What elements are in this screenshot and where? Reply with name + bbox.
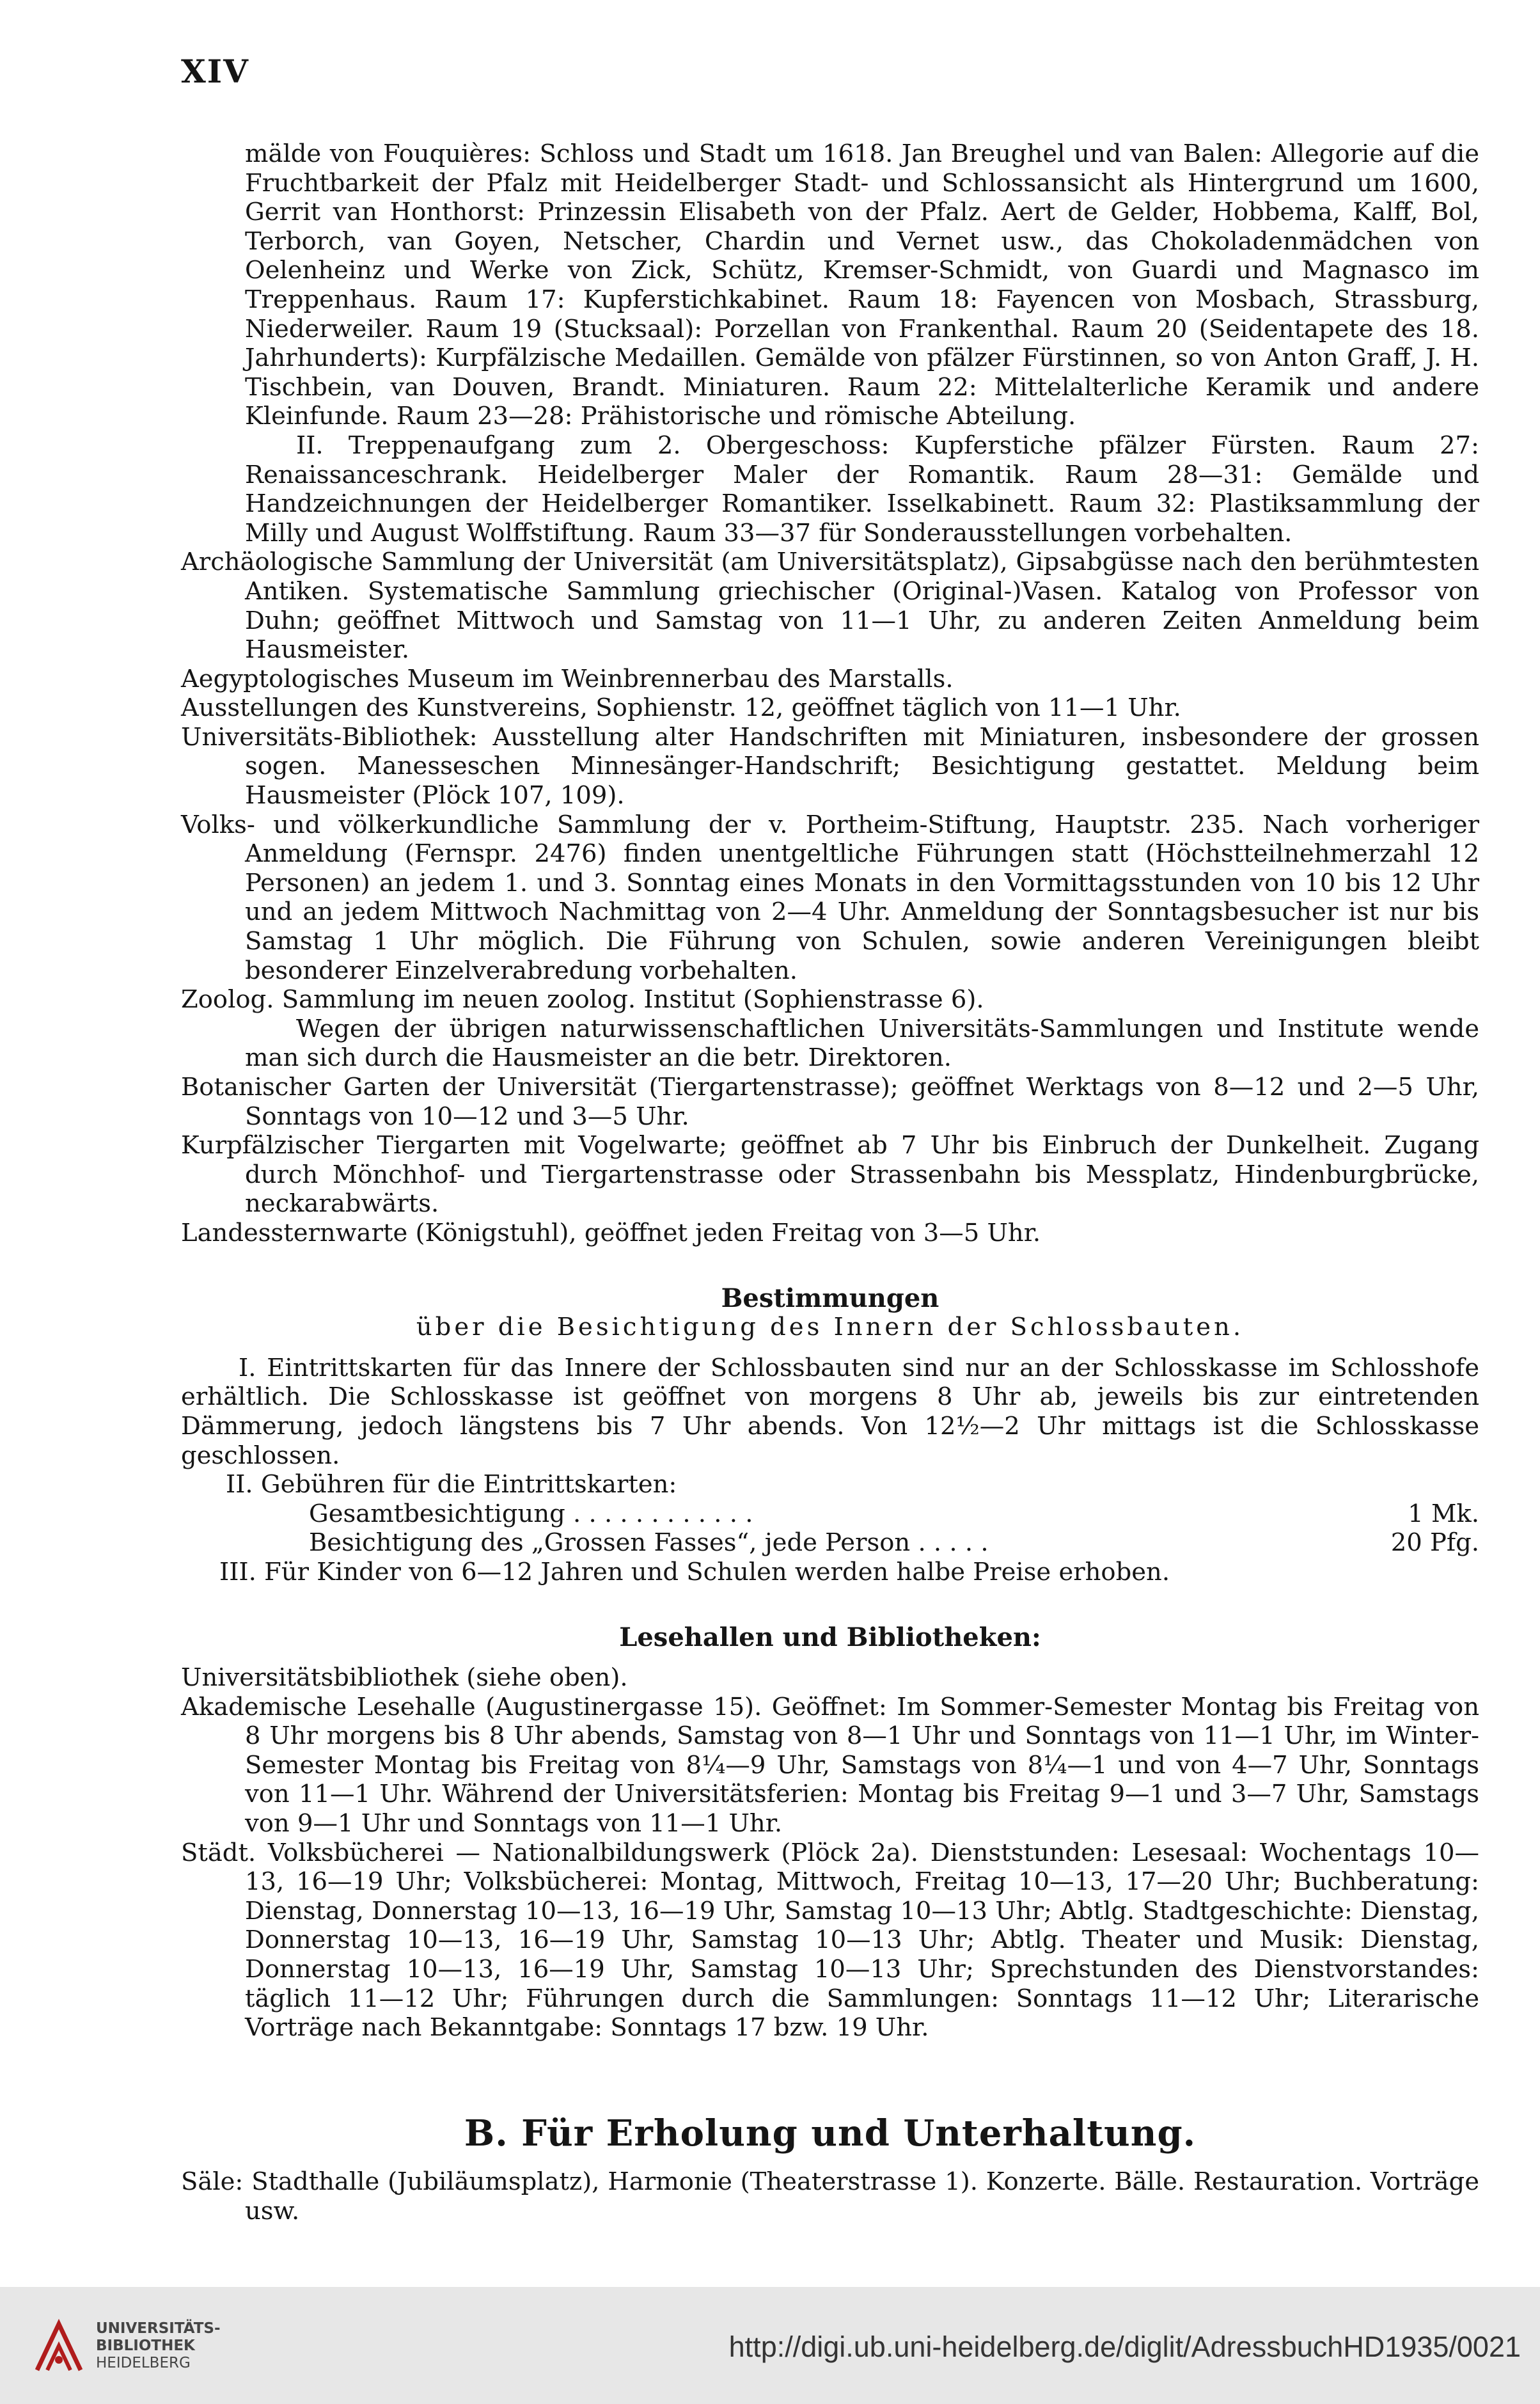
library-name [96, 2320, 221, 2372]
entry-public-library: Städt. Volksbücherei — Nationalbildungswerk (Plöck 2a). Dienststunden: Lesesaal: Wochentags 10—13, 16—19 Uhr; Volksbücherei: Montag, Mittwoch, Freitag 10—13, 17—20 Uhr; Buchberatung: Dienstag, Donnerstag 10—13, 16—19 Uhr, Samstag 10—13 Uhr; Abtlg. Stadtgeschichte: Dienstag, Donnerstag 10—13, 16—19 Uhr, Samstag 10—13 Uhr; Abtlg. Theater und Musik: Dienstag, Donnerstag 10—13, 16—19 Uhr, Samstag 10—13 Uhr; Sprechstunden des Dienstvorstandes: täglich 11—12 Uhr; Führungen durch die Sammlungen: Sonntags 11—12 Uhr; Literarische Vorträge nach Bekanntgabe: Sonntags 17 bzw. 19 Uhr. [181, 1838, 1479, 2043]
source-url-link[interactable]: http://digi.ub.uni-heidelberg.de/diglit/AdressbuchHD1935/0021 [728, 2330, 1521, 2363]
entry-academic-reading-hall: Akademische Lesehalle (Augustinergasse 15). Geöffnet: Im Sommer-Semester Montag bis Freitag von 8 Uhr morgens bis 8 Uhr abends, Samstag von 8—1 Uhr und Sonntags von 11—1 Uhr, im Winter-Semester Montag bis Freitag von 8¼—9 Uhr, Samstags von 8¼—1 und von 4—7 Uhr, Sonntags von 11—1 Uhr. Während der Universitätsferien: Montag bis Freitag 9—1 und 3—7 Uhr, Samstags von 9—1 Uhr und Sonntags von 11—1 Uhr. [181, 1692, 1479, 1839]
entry-halls: Säle: Stadthalle (Jubiläumsplatz), Harmonie (Theaterstrasse 1). Konzerte. Bälle. Restauration. Vorträge usw. [181, 2167, 1479, 2226]
page-folio: XIV [181, 52, 249, 90]
entry-observatory: Landessternwarte (Königstuhl), geöffnet jeden Freitag von 3—5 Uhr. [181, 1218, 1041, 1247]
fee-value: 1 Mk. [1408, 1499, 1479, 1528]
fee-row-full-tour [181, 1499, 1479, 1529]
paragraph-museum-rooms: mälde von Fouquières: Schloss und Stadt um 1618. Jan Breughel und van Balen: Allegorie auf die Fruchtbarkeit der Pfalz mit Heidelberger Stadt- und Schlossansicht als Hintergrund um 1600, Gerrit van Honthorst: Prinzessin Elisabeth von der Pfalz. Aert de Gelder, Hobbema, Kalff, Bol, Terborch, van Goyen, Netscher, Chardin und Vernet usw., das Chokoladenmädchen von Oelenheinz und Werke von Zick, Schütz, Kremser-Schmidt, von Guardi und Magnasco im Treppenhaus. Raum 17: Kupferstichkabinet. Raum 18: Fayencen von Mosbach, Strassburg, Niederweiler. Raum 19 (Stucksaal): Porzellan von Frankenthal. Raum 20 (Seidentapete des 18. Jahrhunderts): Kurpfälzische Medaillen. Gemälde von pfälzer Fürstinnen, so von Anton Graff, J. H. Tischbein, van Douven, Brandt. Miniaturen. Raum 22: Mittelalterliche Keramik und andere Kleinfunde. Raum 23—28: Prähistorische und römische Abteilung. [245, 139, 1479, 431]
library-name-line: BIBLIOTHEK [96, 2337, 195, 2354]
university-library-logo-icon [33, 2319, 84, 2374]
heading-section-b: B. Für Erholung und Unterhaltung. [464, 2112, 1197, 2155]
library-name-line: HEIDELBERG [96, 2355, 191, 2371]
heading-rules: Bestimmungen [721, 1283, 939, 1313]
entry-egyptology-museum: Aegyptologisches Museum im Weinbrennerbau des Marstalls. [181, 664, 954, 693]
fee-value: 20 Pfg. [1390, 1528, 1479, 1558]
entry-botanical-garden: Botanischer Garten der Universität (Tiergartenstrasse); geöffnet Werktags von 8—12 und 2—5 Uhr, Sonntags von 10—12 und 3—5 Uhr. [181, 1073, 1479, 1131]
fee-label: Gesamtbesichtigung . . . . . . . . . . . . [309, 1499, 753, 1528]
heading-libraries: Lesehallen und Bibliotheken: [619, 1622, 1041, 1652]
paragraph-other-collections: Wegen der übrigen naturwissenschaftlichen Universitäts-Sammlungen und Institute wende man sich durch die Hausmeister an die betr. Direktoren. [245, 1014, 1479, 1073]
rule-fees-title: II. Gebühren für die Eintrittskarten: [226, 1470, 677, 1499]
rule-children: III. Für Kinder von 6—12 Jahren und Schulen werden halbe Preise erhoben. [219, 1557, 1170, 1586]
entry-university-library: Universitäts-Bibliothek: Ausstellung alter Handschriften mit Miniaturen, insbesondere der grossen sogen. Manesseschen Minnesänger-Handschrift; Besichtigung gestattet. Meldung beim Hausmeister (Plöck 107, 109). [181, 722, 1479, 811]
entry-library-reference: Universitätsbibliothek (siehe oben). [181, 1663, 628, 1693]
entry-zoology-collection: Zoolog. Sammlung im neuen zoolog. Institut (Sophienstrasse 6). [181, 985, 984, 1015]
paragraph-second-floor: II. Treppenaufgang zum 2. Obergeschoss: Kupferstiche pfälzer Fürsten. Raum 27: Renaissanceschrank. Heidelberger Maler der Romantik. Raum 28—31: Gemälde und Handzeichnungen der Heidelberger Romantiker. Isselkabinett. Raum 32: Plastiksammlung der Milly und August Wolffstiftung. Raum 33—37 für Sonderausstellungen vorbehalten. [245, 431, 1479, 548]
fee-label: Besichtigung des „Grossen Fasses“, jede Person . . . . . [309, 1528, 989, 1558]
entry-portheim-foundation: Volks- und völkerkundliche Sammlung der v. Portheim-Stiftung, Hauptstr. 235. Nach vorheriger Anmeldung (Fernspr. 2476) finden unentgeltliche Führungen statt (Höchstteilnehmerzahl 12 Personen) an jedem 1. und 3. Sonntag eines Monats in den Vormittagsstunden von 10 bis 12 Uhr und an jedem Mittwoch Nachmittag von 2—4 Uhr. Anmeldung der Sonntagsbesucher ist nur bis Samstag 1 Uhr möglich. Die Führung von Schulen, sowie anderen Vereinigungen bleibt besonderer Einzelverabredung vorbehalten. [181, 810, 1479, 985]
subheading-rules: über die Besichtigung des Innern der Schlossbauten. [416, 1313, 1245, 1342]
footer-bar [0, 2287, 1540, 2404]
rule-tickets: I. Eintrittskarten für das Innere der Schlossbauten sind nur an der Schlosskasse im Schlosshofe erhältlich. Die Schlosskasse ist geöffnet von morgens 8 Uhr ab, jeweils bis zur eintretenden Dämmerung, jedoch längstens bis 7 Uhr abends. Von 12½—2 Uhr mittags ist die Schlosskasse geschlossen. [181, 1353, 1479, 1470]
entry-archaeological-collection: Archäologische Sammlung der Universität (am Universitätsplatz), Gipsabgüsse nach den berühmtesten Antiken. Systematische Sammlung griechischer (Original-)Vasen. Katalog von Professor von Duhn; geöffnet Mittwoch und Samstag von 11—1 Uhr, zu anderen Zeiten Anmeldung beim Hausmeister. [181, 548, 1479, 665]
library-name-line: UNIVERSITÄTS- [96, 2320, 221, 2337]
fee-row-great-barrel [181, 1528, 1479, 1558]
entry-art-association: Ausstellungen des Kunstvereins, Sophienstr. 12, geöffnet täglich von 11—1 Uhr. [181, 693, 1181, 723]
page-body [181, 139, 1479, 2226]
entry-zoo: Kurpfälzischer Tiergarten mit Vogelwarte; geöffnet ab 7 Uhr bis Einbruch der Dunkelheit. Zugang durch Mönchhof- und Tiergartenstrasse oder Strassenbahn bis Messplatz, Hindenburgbrücke, neckarabwärts. [181, 1131, 1479, 1219]
